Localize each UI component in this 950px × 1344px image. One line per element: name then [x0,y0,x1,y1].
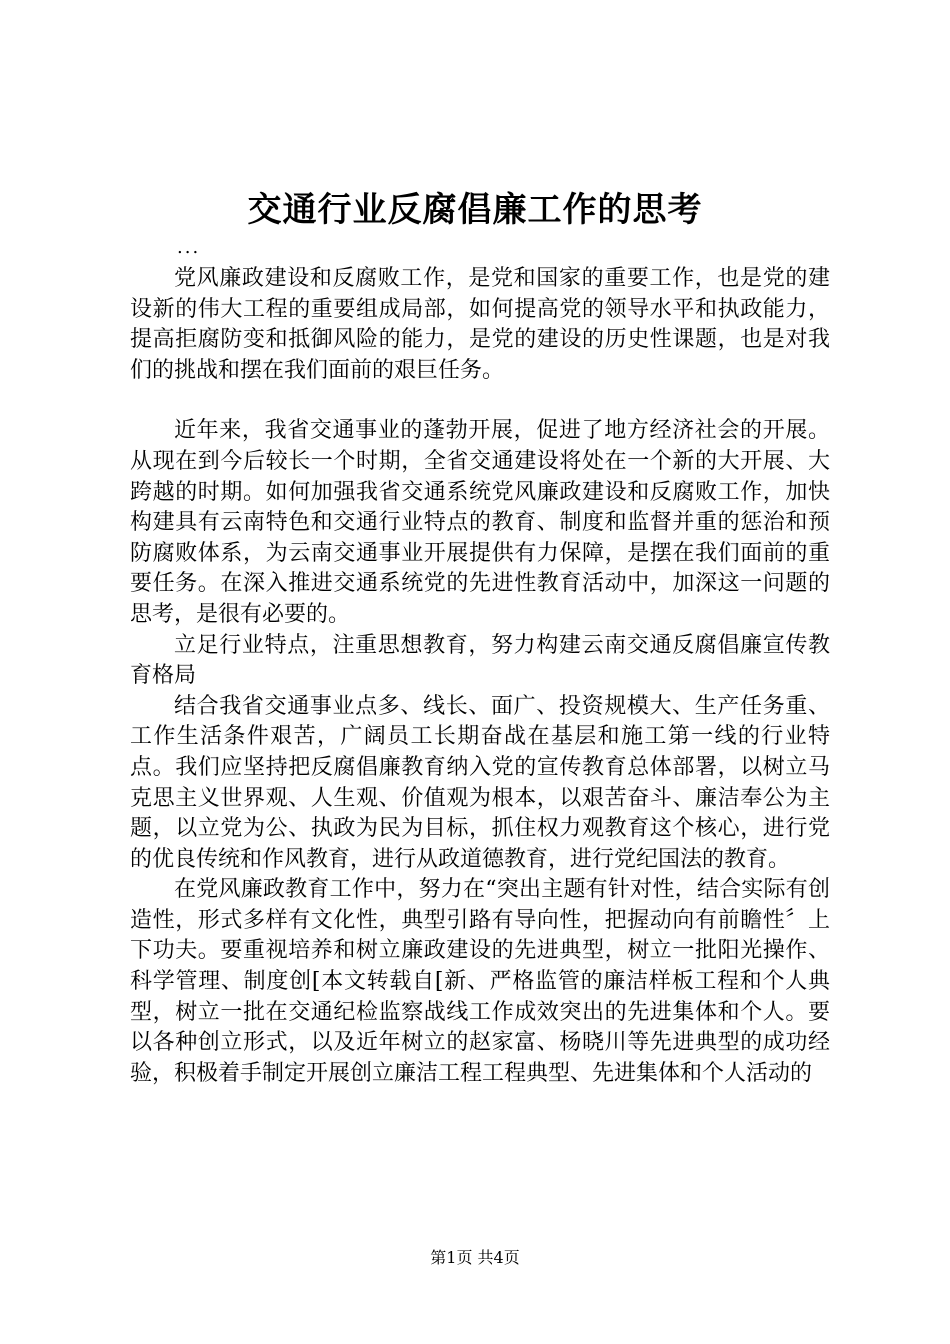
paragraph-2: 近年来，我省交通事业的蓬勃开展，促进了地方经济社会的开展。从现在到今后较长一个时期，全省交通建设将处在一个新的大开展、大跨越的时期。如何加强我省交通系统党风廉政建设和反腐败工作，加快构建具有云南特色和交通行业特点的教育、制度和监督并重的惩治和预防腐败体系，为云南交通事业开展提供有力保障，是摆在我们面前的重要任务。在深入推进交通系统党的先进性教育活动中，加深这一问题的思考，是很有必要的。 [130,418,830,627]
page-number-footer: 第1页 共4页 [430,1248,520,1267]
paragraph-1: 党风廉政建设和反腐败工作，是党和国家的重要工作，也是党的建设新的伟大工程的重要组成局部，如何提高党的领导水平和执政能力，提高拒腐防变和抵御风险的能力，是党的建设的历史性课题，也是对我们的挑战和摆在我们面前的艰巨任务。 [130,266,830,383]
section-heading: 立足行业特点，注重思想教育，努力构建云南交通反腐倡廉宣传教育格局 [130,632,830,689]
document-body [130,264,830,1089]
document-title: 交通行业反腐倡廉工作的思考 [247,190,703,230]
ellipsis-marker: ... [177,237,201,258]
paragraph-4: 在党风廉政教育工作中，努力在“突出主题有针对性，结合实际有创造性，形式多样有文化性，典型引路有导向性，把握动向有前瞻性〞上下功夫。要重视培养和树立廉政建设的先进典型，树立一批阳光操作、科学管理、制度创[本文转载自[新、严格监管的廉洁样板工程和个人典型，树立一批在交通纪检监察战线工作成效突出的先进集体和个人。要以各种创立形式，以及近年树立的赵家富、杨晓川等先进典型的成功经验，积极着手制定开展创立廉洁工程工程典型、先进集体和个人活动的 [130,877,830,1086]
paragraph-3: 结合我省交通事业点多、线长、面广、投资规模大、生产任务重、工作生活条件艰苦，广阔员工长期奋战在基层和施工第一线的行业特点。我们应坚持把反腐倡廉教育纳入党的宣传教育总体部署，以树立马克思主义世界观、人生观、价值观为根本，以艰苦奋斗、廉洁奉公为主题，以立党为公、执政为民为目标，抓住权力观教育这个核心，进行党的优良传统和作风教育，进行从政道德教育，进行党纪国法的教育。 [130,693,830,872]
